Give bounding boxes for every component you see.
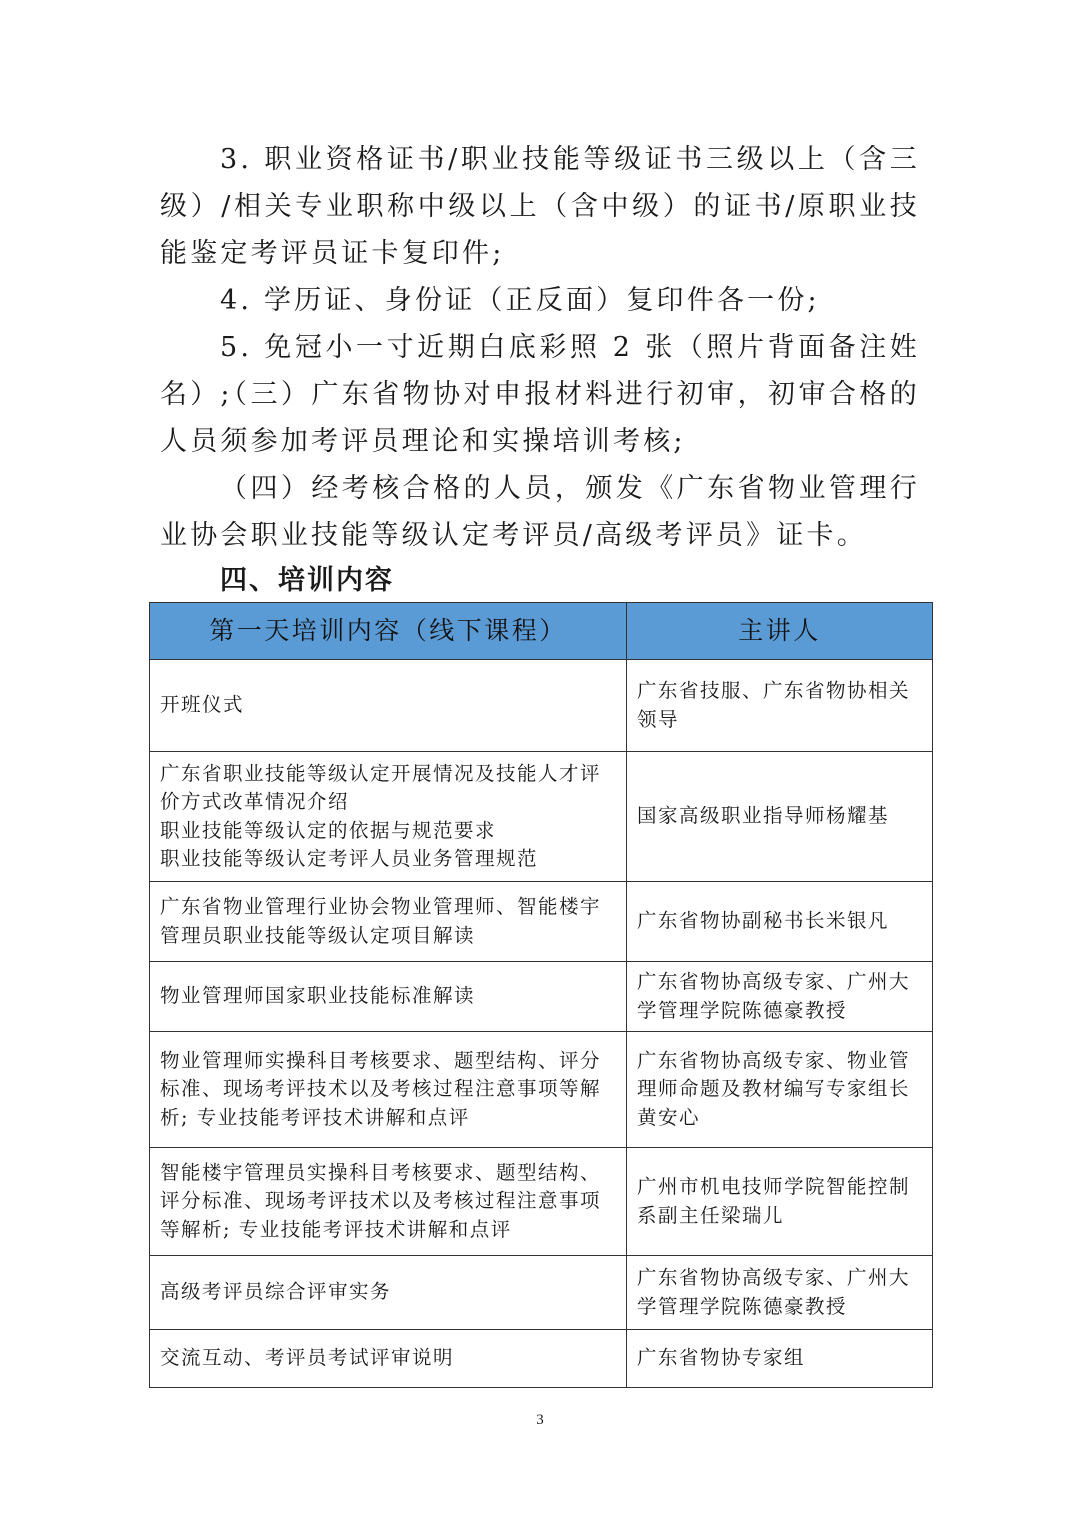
content-line: 广东省职业技能等级认定开展情况及技能人才评价方式改革情况介绍 (160, 761, 602, 813)
table-row (150, 1148, 933, 1256)
table-row (150, 1256, 933, 1330)
speaker-cell: 广东省物协高级专家、物业管理师命题及教材编写专家组长黄安心 (627, 1032, 933, 1148)
content-cell (150, 962, 627, 1032)
content-cell (150, 1148, 627, 1256)
speaker-cell: 广东省物协高级专家、广州大学管理学院陈德豪教授 (627, 962, 933, 1032)
content-line: 开班仪式 (160, 693, 245, 717)
page-number: 3 (536, 1412, 544, 1428)
content-cell (150, 1032, 627, 1148)
table-row (150, 752, 933, 882)
content-cell (150, 1256, 627, 1330)
content-line: 物业管理师国家职业技能标准解读 (160, 984, 476, 1008)
speaker-cell: 广东省物协专家组 (627, 1330, 933, 1388)
speaker-cell: 广东省物协高级专家、广州大学管理学院陈德豪教授 (627, 1256, 933, 1330)
content-cell (150, 660, 627, 752)
content-line: 广东省物业管理行业协会物业管理师、智能楼宇管理员职业技能等级认定项目解读 (160, 895, 602, 947)
training-table (149, 602, 933, 1388)
table-row (150, 660, 933, 752)
content-cell (150, 752, 627, 882)
speaker-cell: 广东省技服、广东省物协相关领导 (627, 660, 933, 752)
speaker-cell: 广州市机电技师学院智能控制系副主任梁瑞儿 (627, 1148, 933, 1256)
content-line: 职业技能等级认定的依据与规范要求 (160, 818, 497, 842)
table-row (150, 1330, 933, 1388)
table-row (150, 882, 933, 962)
paragraph-certificates: 3. 职业资格证书/职业技能等级证书三级以上（含三级）/相关专业职称中级以上（含中级）的证书/原职业技能鉴定考评员证卡复印件; (160, 144, 920, 269)
content-line: 高级考评员综合评审实务 (160, 1280, 392, 1304)
content-line: 物业管理师实操科目考核要求、题型结构、评分标准、现场考评技术以及考核过程注意事项等解析; 专业技能考评技术讲解和点评 (160, 1048, 602, 1129)
content-cell (150, 1330, 627, 1388)
paragraph-photos: 5. 免冠小一寸近期白底彩照 2 张（照片背面备注姓名）; (160, 332, 920, 410)
table-row (150, 962, 933, 1032)
content-line: 智能楼宇管理员实操科目考核要求、题型结构、评分标准、现场考评技术以及考核过程注意事项等解析; 专业技能考评技术讲解和点评 (160, 1160, 602, 1241)
table-header-row (150, 603, 933, 660)
content-line: 交流互动、考评员考试评审说明 (160, 1346, 455, 1370)
section-heading: 四、培训内容 (220, 565, 394, 596)
speaker-cell: 国家高级职业指导师杨耀基 (627, 752, 933, 882)
column-header-content: 第一天培训内容（线下课程） (150, 603, 627, 660)
paragraph-preliminary-review: （三）广东省物协对申报材料进行初审，初审合格的人员须参加考评员理论和实操培训考核; (160, 379, 920, 457)
table-row (150, 1032, 933, 1148)
paragraph-certification: （四）经考核合格的人员，颁发《广东省物业管理行业协会职业技能等级认定考评员/高级考评员》证卡。 (160, 473, 920, 551)
column-header-speaker: 主讲人 (627, 603, 933, 660)
paragraph-id-copies: 4. 学历证、身份证（正反面）复印件各一份; (220, 285, 820, 316)
content-line: 职业技能等级认定考评人员业务管理规范 (160, 847, 539, 870)
speaker-cell: 广东省物协副秘书长米银凡 (627, 882, 933, 962)
content-cell (150, 882, 627, 962)
